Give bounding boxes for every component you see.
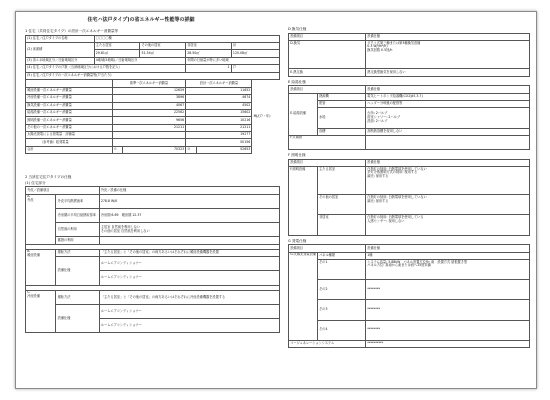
row-value: 4地域(5地域)／日射地域区分	[94, 57, 185, 64]
energy-row: その他の一次エネルギー消費量 21211 21211	[26, 124, 281, 131]
heating-category: B. 暖房設備	[26, 249, 56, 285]
ventilation-table: 設備項目 設備仕様 D.換気 ダクト式第三種または第3種換気設備 0.3 W/(m³/h) 換気回数 0.5回/h E.熱交換 熱交換型換気を採用しない	[288, 33, 530, 77]
cooling-category: C. 冷房設備	[26, 290, 56, 333]
unit-label: 戸	[231, 65, 279, 72]
row-label: (5) 住宅／住戸タイプの一次エネルギー消費量等(戸当たり)	[26, 72, 280, 79]
column-header: 設備仕様	[366, 86, 530, 93]
column-header: その他の居室	[140, 43, 186, 50]
column-header: 主たる居室	[94, 43, 140, 50]
energy-consumption-table	[25, 79, 280, 154]
column-header: 設備仕様	[366, 159, 530, 166]
row-value: 〇〇〇〇棟	[94, 35, 279, 42]
energy-row: 冷房設備一次エネルギー消費量 3896 4674	[26, 95, 281, 102]
cogeneration-label: コージェネレーションシステム	[289, 340, 366, 347]
column-header: 外皮／設備項目	[26, 187, 100, 194]
column-header: 外皮／設備の仕様	[99, 187, 279, 194]
power-section-title: G 発電仕様	[288, 238, 307, 243]
column-header: 設備項目	[289, 33, 366, 40]
solar-category: G.太陽光発電設備	[289, 252, 318, 340]
row-label: (1) 住宅／住戸タイプの名称	[26, 35, 95, 42]
energy-row: （参考値）総発電量 50156	[26, 139, 281, 146]
lighting-section-title: F 照明仕様	[288, 153, 306, 158]
energy-row: 給湯設備一次エネルギー消費量 22562 15602	[26, 109, 281, 116]
section-2-subtitle: (1) 住宅部分	[25, 180, 46, 185]
power-generation-table: 設備項目 設備仕様 G.太陽光発電設備 パネル種類 1種 その1 システム容量: 3.88kW パネル設置方位角: 南 設置方式 屋根置き型 パネル方位: 真南から東または西へ15度未満 その2 ******** その3 ******** その4 ******** コージェネレーションシステム **********	[288, 244, 530, 348]
energy-row: 太陽光発電による発電量 評価量 19277	[26, 132, 281, 139]
column-header: 設備項目	[289, 86, 366, 93]
envelope-category: A. 外皮	[26, 194, 56, 244]
document-title: 住宅ハ法戸タイプ)の省エネルギー性能等の詳細	[87, 17, 195, 23]
ventilation-section-title: D 換気仕様	[288, 27, 307, 31]
spec-table: 外皮／設備項目 外皮／設備の仕様 A. 外皮 外皮平均熱貫流率 278.8 W/K 冷房期の平均日射熱取得率 冷房期 6.69 暖房期 12.37 自然風の利用 主居室 自然風を利用しない その他の居室 自然風を利用しない 蓄熱の利用 B. 暖房設備 運転方法 「主たる居室」と「その他の居室」の両方あるいはそれぞれに暖房設備機器を設置 設備仕様 ルームエアコンディショナー ルームエアコンディショナー C. 冷房設備 運転方法 「主たる居室」と「その他の居室」の両方あるいはそれぞれに冷房設備機器を設置する 設備仕様 ルームエアコンディショナー ルームエアコンディショナー	[25, 186, 280, 333]
document-page	[15, 11, 537, 389]
section-1-title: 1 住宅（共同住宅タイプ）の設計一次エネルギー消費量等	[25, 29, 119, 33]
row-label: (3) 省エネ地域区分／日射地域区分	[26, 57, 95, 64]
energy-row: 暖房設備一次エネルギー消費量 12659 11652 MJ/(戸・年)	[26, 87, 281, 94]
area-value: 29.81㎡	[94, 50, 140, 57]
energy-unit: MJ/(戸・年)	[253, 113, 271, 118]
column-header: 基準一次エネルギー消費量	[112, 80, 186, 87]
section-2-title: 2 当該住宅住戸タイプの仕様	[25, 175, 72, 180]
column-header: 設備仕様	[366, 245, 530, 252]
hot-water-table: 設備項目 設備仕様 E.給湯設備 熱源機 電気ヒートポンプ給湯機(CO2)JIS 3.7) 配管 ヘッダー分岐後の配管等 水栓 台所: 2バルブ 浴室シャワー: 2バルブ 洗面: 2バルブ 浴槽 高断熱浴槽を採用しない F.太陽熱	[288, 85, 530, 150]
row-value: 年間の日射量が特に多い地域	[186, 57, 280, 64]
area-value: 51.34㎡	[140, 50, 186, 57]
column-header: 設計一次エネルギー消費量	[186, 80, 252, 87]
column-header: 計	[231, 43, 279, 50]
row-label: (2) 床面積	[26, 43, 95, 58]
energy-total-row: 合計 ① 70323 ② 52653	[26, 146, 281, 153]
area-value: 120.08㎡	[231, 50, 279, 57]
lighting-table: 設備項目 設備仕様 F.照明設備 主たる居室 白熱灯の採用: 白熱電球を使用していない 多灯分散照明方式の採用: 採用する 調光: 採用する その他の居室 白熱灯の採用: 白熱電球を使用していない 調光: 採用する 非居室 白熱灯の採用: 白熱電球を使用している 人感センサー: 採用しない	[288, 159, 530, 236]
hot-water-section-title: E 給湯仕様	[288, 79, 306, 84]
area-value: 28.50㎡	[186, 50, 232, 57]
column-header: 設備項目	[289, 159, 366, 166]
energy-row: 照明設備一次エネルギー消費量 9656 10216	[26, 117, 281, 124]
hot-water-category: E.給湯設備	[289, 93, 318, 135]
energy-row: 換気設備一次エネルギー消費量 4067 4502	[26, 102, 281, 109]
lighting-category: F.照明設備	[289, 167, 318, 236]
column-header: 設備仕様	[366, 33, 530, 40]
unit-count: 1	[186, 65, 232, 72]
building-info-table	[25, 35, 280, 80]
right-column	[288, 24, 530, 348]
column-header: 非居室	[186, 43, 232, 50]
left-column	[25, 26, 280, 333]
row-label: (4) 住宅／住戸タイプの戸数（当該地域区分における戸数を記入）	[26, 65, 186, 72]
column-header: 設備項目	[289, 245, 366, 252]
